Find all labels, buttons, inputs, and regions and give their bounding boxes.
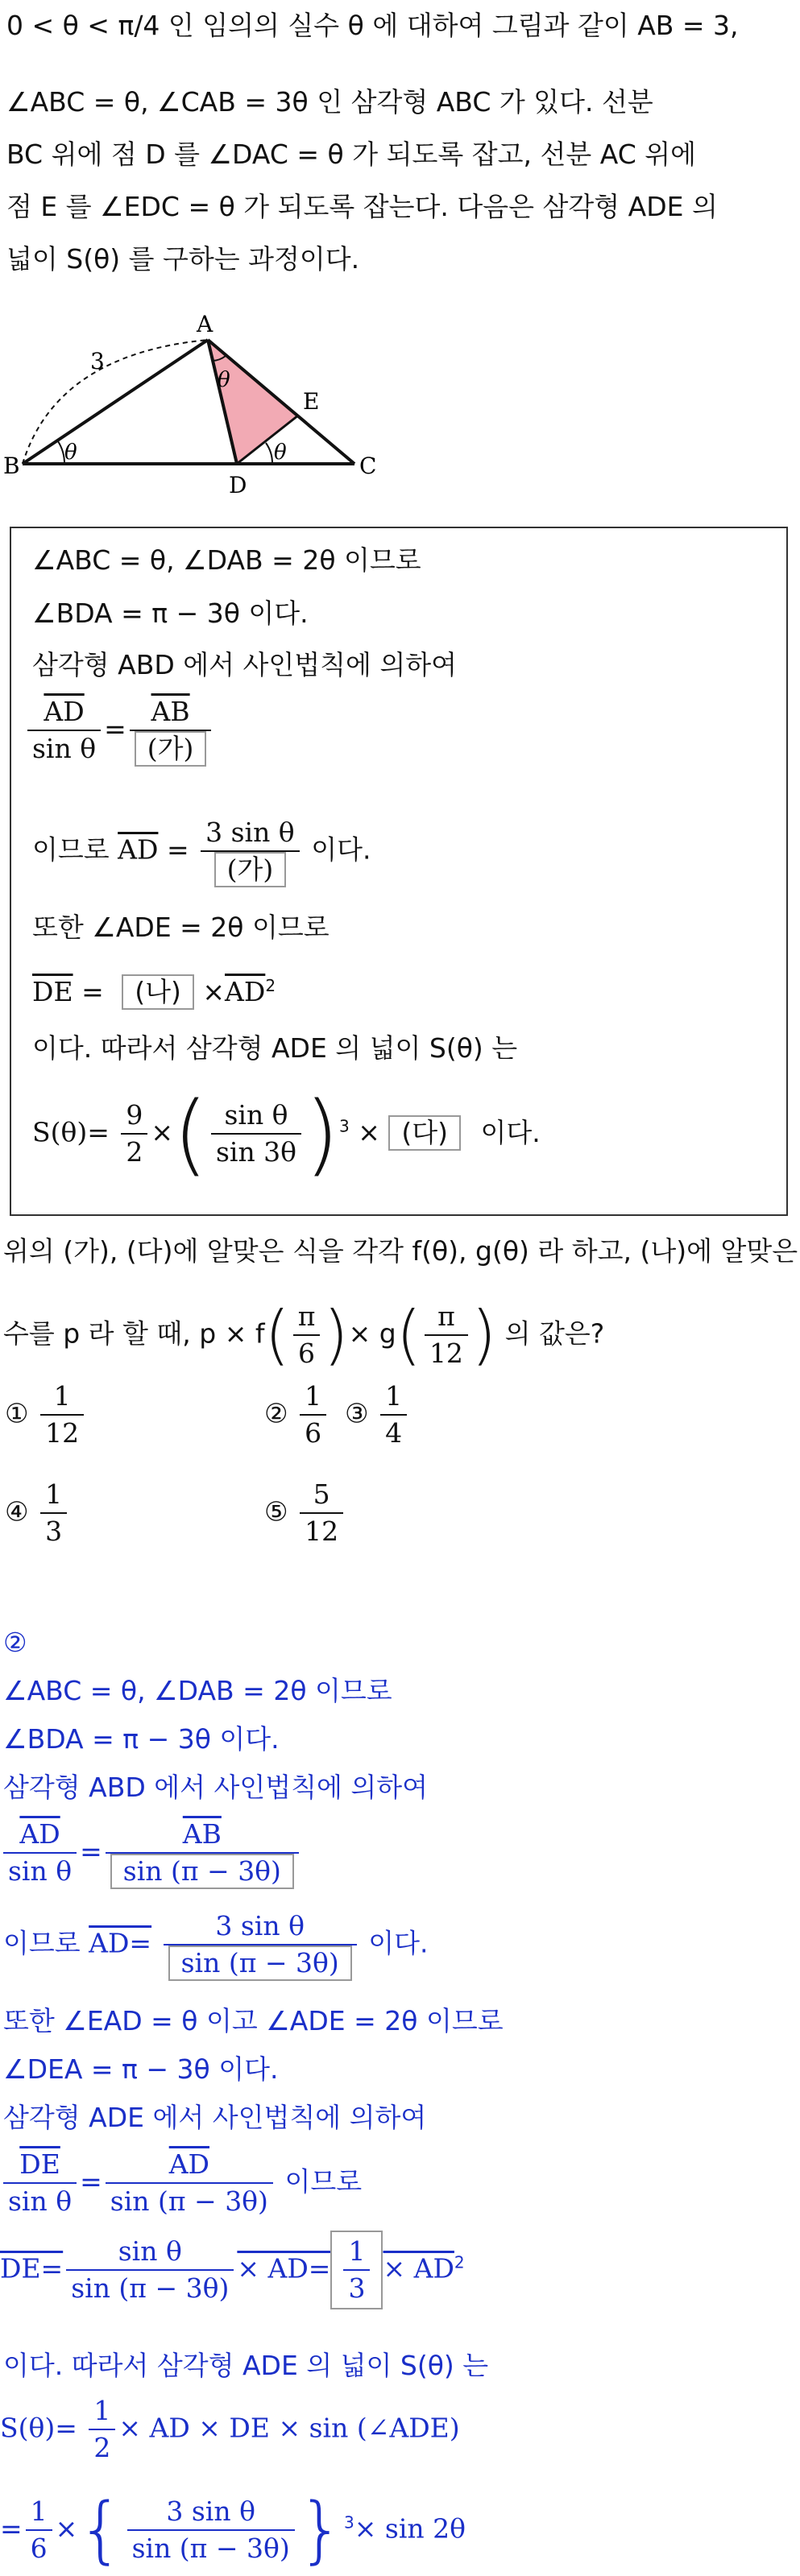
proof-line-3: 삼각형 ABD 에서 사인법칙에 의하여: [32, 649, 457, 680]
solution-line-3: 삼각형 ABD 에서 사인법칙에 의하여: [3, 1772, 428, 1803]
frac-3sin-ga: $\frac{\text{3 sin θ}}{\text{(가)}}$: [201, 815, 300, 887]
choice-4[interactable]: ④ $\frac{1}{3}$: [5, 1477, 70, 1549]
choice-2[interactable]: ② $\frac{1}{6}$: [264, 1379, 330, 1451]
solution-sine-law-abd: $\frac{\overline{AD}}{\text{sin θ}}$ = $\frac{\overline{AB}}{\sin (\pi - 3\theta)}$: [0, 1817, 302, 1889]
question-line-1: 위의 (가), (다)에 알맞은 식을 각각 f(θ), g(θ) 라 하고, (나)에 알맞은: [3, 1235, 798, 1267]
side-ab: [23, 340, 208, 464]
angle-edc-arc: [266, 443, 272, 464]
proof-line-6: 또한 ∠ADE = 2θ 이므로: [32, 912, 330, 943]
blank-na: (나): [122, 974, 194, 1010]
solution-line-1: ∠ABC = θ, ∠DAB = 2θ 이므로: [3, 1675, 392, 1706]
theta-d: θ: [274, 440, 287, 465]
solution-line-8: 삼각형 ADE 에서 사인법칙에 의하여: [3, 2102, 427, 2133]
frac-ad-sin: $\frac{\overline{AD}}{\text{sin θ}}$: [27, 694, 101, 767]
blank-ga-2: (가): [214, 852, 287, 887]
solution-line-2: ∠BDA = π − 3θ 이다.: [3, 1723, 280, 1755]
blank-da: (다): [388, 1115, 461, 1151]
blank-ga: (가): [135, 731, 207, 767]
proof-line-1: ∠ABC = θ, ∠DAB = 2θ 이므로: [32, 544, 421, 576]
label-3: 3: [90, 348, 105, 374]
label-d: D: [229, 472, 247, 498]
proof-box: [10, 527, 788, 1216]
choice-3[interactable]: ③ $\frac{1}{4}$: [345, 1379, 410, 1451]
solution-de-line: DE= $\frac{\text{sin θ}}{\sin (\pi - 3\theta)}$ × AD= $\frac{1}{3}$ × $AD^2$: [0, 2231, 465, 2309]
choice-1[interactable]: ① $\frac{1}{12}$: [5, 1379, 87, 1451]
angle-b-arc: [58, 441, 64, 464]
choice-5[interactable]: ⑤ $\frac{5}{12}$: [264, 1477, 346, 1549]
solution-line-11: 이다. 따라서 삼각형 ADE 의 넓이 S(θ) 는: [3, 2350, 489, 2381]
problem-line-3: BC 위에 점 D 를 ∠DAC = θ 가 되도록 잡고, 선분 AC 위에: [6, 139, 696, 170]
proof-area-line: S(θ)= $\frac{9}{2}$ ×( $\frac{\text{sin θ}}{\sin 3\theta}$ )$^3$ × (다) 이다.: [32, 1082, 541, 1185]
triangle-figure: [0, 306, 419, 499]
solution-area-line: S(θ)= $\frac{1}{2}$ × AD × DE × sin (∠ADE): [0, 2395, 460, 2463]
theta-a: θ: [218, 368, 230, 392]
problem-line-5: 넓이 S(θ) 를 구하는 과정이다.: [6, 243, 360, 275]
label-b: B: [3, 453, 20, 479]
solution-ad-line: 이므로 AD= $\frac{\text{3 sin θ}}{\sin (\pi - 3\theta)}$ 이다.: [3, 1908, 429, 1981]
solution-answer: ②: [3, 1627, 27, 1658]
solution-sine-law-ade: $\frac{\overline{DE}}{\text{sin θ}}$ = $\frac{\overline{AD}}{\sin (\pi - 3\theta)}$ 이므로: [0, 2147, 362, 2219]
label-c: C: [359, 453, 377, 479]
proof-line-8: 이다. 따라서 삼각형 ADE 의 넓이 S(θ) 는: [32, 1032, 518, 1064]
problem-line-4: 점 E 를 ∠EDC = θ 가 되도록 잡는다. 다음은 삼각형 ADE 의: [6, 191, 718, 222]
question-line-2: 수를 p 라 할 때, p × f( $\frac{\pi}{6}$ )× g( $\frac{\pi}{12}$ ) 의 값은?: [3, 1297, 605, 1372]
proof-ad-line: 이므로 $\overline{AD}$ = $\frac{\text{3 sin θ}}{\text{(가)}}$ 이다.: [32, 815, 371, 887]
label-e: E: [303, 388, 320, 415]
solution-line-6: 또한 ∠EAD = θ 이고 ∠ADE = 2θ 이므로: [3, 2005, 504, 2036]
proof-sine-law: $\frac{\overline{AD}}{\text{sin θ}}$ = $\frac{\overline{AB}}{\text{(가)}}$: [24, 694, 214, 767]
proof-de-line: $\overline{DE}$ = (나) $\times\overline{AD}^2$: [32, 966, 276, 1011]
problem-line-1: 0 < θ < π/4 인 임의의 실수 θ 에 대하여 그림과 같이 AB = 3,: [6, 10, 739, 41]
theta-b: θ: [64, 440, 77, 465]
frac-ab-ga: $\frac{\overline{AB}}{\text{(가)}}$: [130, 694, 212, 767]
label-a: A: [197, 311, 213, 337]
solution-final-line: = $\frac{1}{6}$ ×{ $\frac{\text{3 sin θ}}{\sin (\pi - 3\theta)}$ }$^3$× sin 2θ: [0, 2487, 466, 2572]
proof-line-2: ∠BDA = π − 3θ 이다.: [32, 597, 309, 629]
problem-line-2: ∠ABC = θ, ∠CAB = 3θ 인 삼각형 ABC 가 있다. 선분: [6, 86, 653, 118]
solution-line-7: ∠DEA = π − 3θ 이다.: [3, 2053, 279, 2085]
